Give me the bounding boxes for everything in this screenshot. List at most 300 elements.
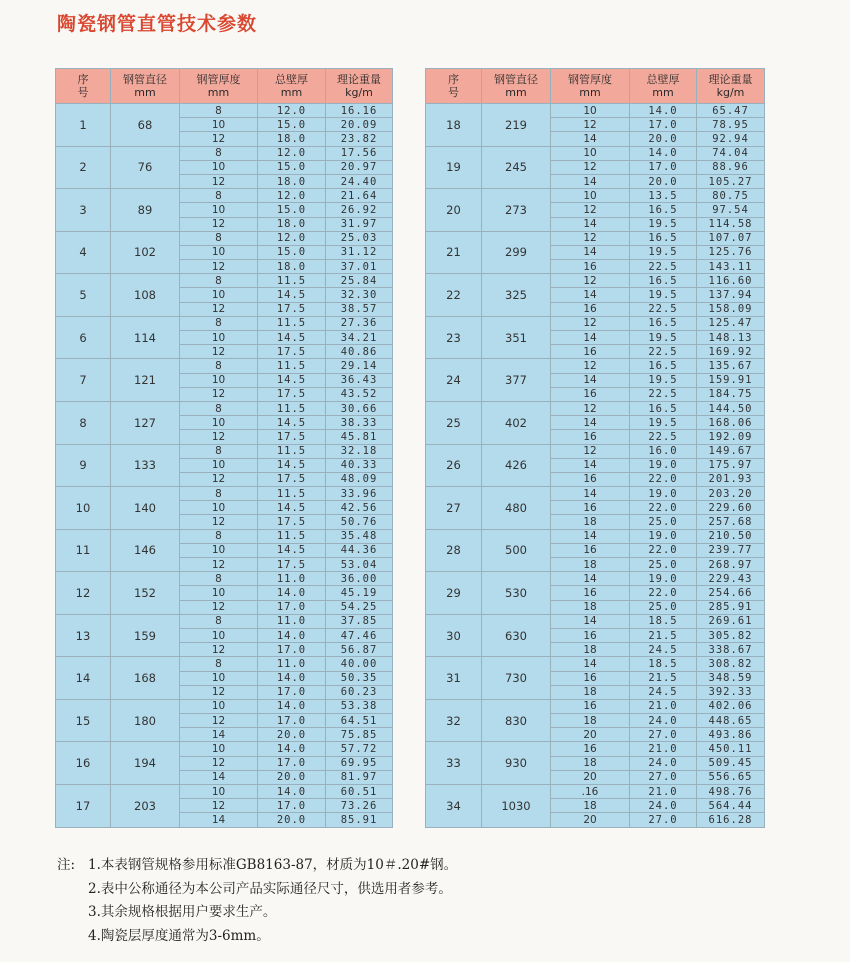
cell-index: 15 [56, 699, 111, 742]
cell-total-thickness: 14.5 [258, 416, 326, 430]
table-row [426, 189, 765, 203]
cell-steel-thickness: 12 [180, 345, 258, 359]
cell-weight: 40.86 [326, 345, 393, 359]
cell-steel-thickness: 10 [180, 785, 258, 799]
cell-total-thickness: 21.5 [630, 628, 697, 642]
cell-steel-thickness: 8 [180, 614, 258, 628]
cell-weight: 36.43 [326, 373, 393, 387]
cell-total-thickness: 11.5 [258, 274, 326, 288]
table-header-row [426, 69, 765, 104]
cell-steel-thickness: 12 [551, 203, 630, 217]
cell-steel-thickness: 20 [551, 813, 630, 827]
cell-total-thickness: 11.5 [258, 316, 326, 330]
cell-steel-thickness: 12 [551, 231, 630, 245]
cell-index: 8 [56, 401, 111, 444]
cell-steel-thickness: 14 [180, 813, 258, 827]
cell-steel-thickness: 12 [551, 359, 630, 373]
cell-diameter: 930 [482, 742, 551, 785]
cell-total-thickness: 11.0 [258, 572, 326, 586]
cell-weight: 201.93 [697, 472, 765, 486]
cell-index: 29 [426, 572, 482, 615]
cell-steel-thickness: 14 [551, 458, 630, 472]
cell-total-thickness: 14.0 [258, 671, 326, 685]
cell-total-thickness: 14.5 [258, 373, 326, 387]
cell-weight: 564.44 [697, 799, 765, 813]
header-diameter: 钢管直径 mm [111, 69, 180, 104]
cell-weight: 33.96 [326, 487, 393, 501]
table-row [426, 785, 765, 799]
cell-diameter: 133 [111, 444, 180, 487]
cell-steel-thickness: 12 [551, 160, 630, 174]
cell-steel-thickness: 16 [551, 430, 630, 444]
cell-steel-thickness: 10 [180, 742, 258, 756]
cell-total-thickness: 18.5 [630, 614, 697, 628]
cell-index: 16 [56, 742, 111, 785]
cell-steel-thickness: 12 [180, 799, 258, 813]
table-row [426, 614, 765, 628]
cell-total-thickness: 15.0 [258, 118, 326, 132]
cell-steel-thickness: 10 [551, 104, 630, 118]
cell-total-thickness: 27.0 [630, 770, 697, 784]
cell-weight: 37.01 [326, 260, 393, 274]
cell-total-thickness: 17.0 [630, 160, 697, 174]
table-row [426, 274, 765, 288]
cell-steel-thickness: 12 [180, 714, 258, 728]
cell-index: 33 [426, 742, 482, 785]
cell-steel-thickness: 12 [180, 387, 258, 401]
table-row [426, 487, 765, 501]
cell-weight: 45.81 [326, 430, 393, 444]
cell-total-thickness: 22.5 [630, 387, 697, 401]
cell-steel-thickness: 12 [180, 600, 258, 614]
table-row [56, 274, 393, 288]
cell-total-thickness: 14.5 [258, 288, 326, 302]
cell-steel-thickness: 10 [180, 245, 258, 259]
cell-index: 1 [56, 104, 111, 147]
table-row [56, 231, 393, 245]
cell-steel-thickness: 12 [180, 558, 258, 572]
cell-weight: 268.97 [697, 558, 765, 572]
cell-weight: 69.95 [326, 756, 393, 770]
table-row [56, 359, 393, 373]
cell-steel-thickness: 12 [180, 643, 258, 657]
cell-total-thickness: 11.5 [258, 444, 326, 458]
cell-steel-thickness: .16 [551, 785, 630, 799]
cell-steel-thickness: 8 [180, 572, 258, 586]
cell-total-thickness: 17.0 [258, 600, 326, 614]
cell-diameter: 219 [482, 104, 551, 147]
cell-weight: 29.14 [326, 359, 393, 373]
cell-weight: 32.18 [326, 444, 393, 458]
cell-steel-thickness: 20 [551, 728, 630, 742]
cell-steel-thickness: 16 [551, 302, 630, 316]
cell-total-thickness: 16.5 [630, 401, 697, 415]
cell-total-thickness: 14.0 [258, 742, 326, 756]
cell-diameter: 203 [111, 785, 180, 828]
page-title: 陶瓷钢管直管技术参数 [57, 13, 258, 35]
cell-weight: 40.33 [326, 458, 393, 472]
cell-steel-thickness: 16 [551, 501, 630, 515]
cell-total-thickness: 17.5 [258, 558, 326, 572]
cell-steel-thickness: 12 [551, 118, 630, 132]
cell-total-thickness: 11.5 [258, 487, 326, 501]
cell-total-thickness: 22.5 [630, 430, 697, 444]
cell-weight: 229.43 [697, 572, 765, 586]
cell-steel-thickness: 10 [180, 118, 258, 132]
cell-total-thickness: 18.0 [258, 260, 326, 274]
cell-weight: 23.82 [326, 132, 393, 146]
cell-diameter: 273 [482, 189, 551, 232]
cell-steel-thickness: 14 [551, 217, 630, 231]
table-row [426, 529, 765, 543]
notes-section [57, 854, 457, 948]
table-row [56, 146, 393, 160]
cell-steel-thickness: 18 [551, 799, 630, 813]
cell-total-thickness: 20.0 [258, 813, 326, 827]
cell-total-thickness: 15.0 [258, 160, 326, 174]
cell-weight: 38.33 [326, 416, 393, 430]
cell-weight: 498.76 [697, 785, 765, 799]
cell-weight: 97.54 [697, 203, 765, 217]
cell-total-thickness: 16.5 [630, 316, 697, 330]
cell-steel-thickness: 18 [551, 714, 630, 728]
cell-weight: 38.57 [326, 302, 393, 316]
cell-weight: 148.13 [697, 331, 765, 345]
table-row [56, 104, 393, 118]
header-total-thickness: 总壁厚 mm [258, 69, 326, 104]
cell-total-thickness: 17.0 [258, 799, 326, 813]
cell-total-thickness: 25.0 [630, 558, 697, 572]
cell-steel-thickness: 16 [551, 671, 630, 685]
note-prefix: 注: [57, 857, 76, 873]
cell-steel-thickness: 12 [180, 685, 258, 699]
table-row [56, 444, 393, 458]
cell-steel-thickness: 12 [551, 444, 630, 458]
cell-total-thickness: 27.0 [630, 813, 697, 827]
cell-weight: 60.51 [326, 785, 393, 799]
cell-weight: 169.92 [697, 345, 765, 359]
cell-weight: 53.04 [326, 558, 393, 572]
cell-weight: 75.85 [326, 728, 393, 742]
cell-total-thickness: 24.5 [630, 643, 697, 657]
cell-weight: 114.58 [697, 217, 765, 231]
cell-total-thickness: 19.5 [630, 373, 697, 387]
note-item [57, 854, 457, 878]
cell-weight: 192.09 [697, 430, 765, 444]
cell-total-thickness: 14.0 [258, 586, 326, 600]
cell-steel-thickness: 18 [551, 515, 630, 529]
cell-steel-thickness: 10 [180, 628, 258, 642]
cell-steel-thickness: 14 [551, 245, 630, 259]
cell-index: 9 [56, 444, 111, 487]
cell-diameter: 89 [111, 189, 180, 232]
cell-index: 32 [426, 699, 482, 742]
table-row [426, 146, 765, 160]
table-row [56, 742, 393, 756]
cell-total-thickness: 17.0 [258, 756, 326, 770]
cell-diameter: 402 [482, 401, 551, 444]
cell-index: 28 [426, 529, 482, 572]
cell-total-thickness: 27.0 [630, 728, 697, 742]
cell-steel-thickness: 18 [551, 685, 630, 699]
cell-steel-thickness: 8 [180, 146, 258, 160]
cell-diameter: 530 [482, 572, 551, 615]
cell-diameter: 102 [111, 231, 180, 274]
cell-total-thickness: 19.5 [630, 331, 697, 345]
table-row [426, 572, 765, 586]
cell-total-thickness: 18.5 [630, 657, 697, 671]
cell-weight: 50.76 [326, 515, 393, 529]
cell-total-thickness: 21.0 [630, 785, 697, 799]
cell-weight: 54.25 [326, 600, 393, 614]
cell-index: 19 [426, 146, 482, 189]
table-row [56, 572, 393, 586]
cell-total-thickness: 24.0 [630, 799, 697, 813]
cell-steel-thickness: 16 [551, 628, 630, 642]
cell-total-thickness: 14.5 [258, 331, 326, 345]
table-row [56, 401, 393, 415]
table-row [426, 444, 765, 458]
cell-total-thickness: 22.0 [630, 586, 697, 600]
table-row [426, 316, 765, 330]
cell-weight: 493.86 [697, 728, 765, 742]
note-item [57, 878, 457, 902]
cell-index: 2 [56, 146, 111, 189]
cell-diameter: 426 [482, 444, 551, 487]
header-total-thickness: 总壁厚 mm [630, 69, 697, 104]
cell-steel-thickness: 14 [551, 529, 630, 543]
cell-total-thickness: 11.5 [258, 529, 326, 543]
cell-weight: 168.06 [697, 416, 765, 430]
cell-index: 7 [56, 359, 111, 402]
cell-total-thickness: 15.0 [258, 245, 326, 259]
cell-total-thickness: 17.0 [630, 118, 697, 132]
table-row [426, 231, 765, 245]
note-text: 3.其余规格根据用户要求生产。 [88, 904, 277, 920]
cell-weight: 254.66 [697, 586, 765, 600]
cell-steel-thickness: 8 [180, 316, 258, 330]
cell-diameter: 68 [111, 104, 180, 147]
cell-index: 14 [56, 657, 111, 700]
cell-steel-thickness: 10 [180, 699, 258, 713]
cell-steel-thickness: 10 [180, 543, 258, 557]
cell-steel-thickness: 16 [551, 742, 630, 756]
cell-diameter: 730 [482, 657, 551, 700]
cell-total-thickness: 17.0 [258, 643, 326, 657]
cell-index: 10 [56, 487, 111, 530]
cell-total-thickness: 11.5 [258, 401, 326, 415]
cell-weight: 107.07 [697, 231, 765, 245]
cell-total-thickness: 14.0 [258, 628, 326, 642]
cell-steel-thickness: 10 [180, 373, 258, 387]
cell-steel-thickness: 8 [180, 359, 258, 373]
cell-weight: 308.82 [697, 657, 765, 671]
cell-total-thickness: 21.0 [630, 742, 697, 756]
table-row [426, 657, 765, 671]
cell-steel-thickness: 14 [551, 416, 630, 430]
cell-diameter: 299 [482, 231, 551, 274]
cell-weight: 125.76 [697, 245, 765, 259]
note-text: 1.本表钢管规格参用标准GB8163-87，材质为10＃.20#钢。 [88, 857, 458, 873]
cell-steel-thickness: 8 [180, 444, 258, 458]
cell-index: 23 [426, 316, 482, 359]
cell-diameter: 377 [482, 359, 551, 402]
cell-weight: 105.27 [697, 174, 765, 188]
cell-diameter: 830 [482, 699, 551, 742]
cell-weight: 31.97 [326, 217, 393, 231]
cell-steel-thickness: 8 [180, 104, 258, 118]
cell-weight: 80.75 [697, 189, 765, 203]
cell-steel-thickness: 14 [551, 174, 630, 188]
table-row [56, 657, 393, 671]
header-steel-thickness: 钢管厚度 mm [180, 69, 258, 104]
cell-weight: 158.09 [697, 302, 765, 316]
cell-total-thickness: 17.5 [258, 515, 326, 529]
cell-weight: 50.35 [326, 671, 393, 685]
cell-total-thickness: 17.5 [258, 302, 326, 316]
cell-index: 31 [426, 657, 482, 700]
cell-total-thickness: 16.5 [630, 203, 697, 217]
cell-weight: 175.97 [697, 458, 765, 472]
cell-total-thickness: 24.0 [630, 756, 697, 770]
cell-diameter: 121 [111, 359, 180, 402]
cell-total-thickness: 22.0 [630, 501, 697, 515]
cell-total-thickness: 19.0 [630, 458, 697, 472]
header-weight: 理论重量 kg/m [326, 69, 393, 104]
cell-steel-thickness: 8 [180, 657, 258, 671]
cell-index: 22 [426, 274, 482, 317]
cell-weight: 305.82 [697, 628, 765, 642]
cell-diameter: 76 [111, 146, 180, 189]
cell-steel-thickness: 16 [551, 387, 630, 401]
cell-weight: 37.85 [326, 614, 393, 628]
cell-total-thickness: 22.0 [630, 472, 697, 486]
cell-total-thickness: 16.5 [630, 231, 697, 245]
note-item [57, 901, 457, 925]
cell-weight: 88.96 [697, 160, 765, 174]
cell-total-thickness: 13.5 [630, 189, 697, 203]
cell-total-thickness: 14.5 [258, 501, 326, 515]
cell-weight: 21.64 [326, 189, 393, 203]
table-row [426, 401, 765, 415]
cell-diameter: 140 [111, 487, 180, 530]
cell-total-thickness: 19.5 [630, 245, 697, 259]
cell-steel-thickness: 16 [551, 345, 630, 359]
cell-weight: 42.56 [326, 501, 393, 515]
cell-weight: 348.59 [697, 671, 765, 685]
cell-weight: 53.38 [326, 699, 393, 713]
cell-steel-thickness: 16 [551, 699, 630, 713]
cell-index: 6 [56, 316, 111, 359]
cell-total-thickness: 17.5 [258, 430, 326, 444]
cell-steel-thickness: 14 [551, 614, 630, 628]
cell-index: 18 [426, 104, 482, 147]
cell-weight: 74.04 [697, 146, 765, 160]
cell-steel-thickness: 12 [180, 260, 258, 274]
cell-weight: 203.20 [697, 487, 765, 501]
cell-total-thickness: 24.5 [630, 685, 697, 699]
cell-total-thickness: 14.0 [258, 699, 326, 713]
cell-total-thickness: 22.5 [630, 345, 697, 359]
cell-weight: 48.09 [326, 472, 393, 486]
cell-weight: 30.66 [326, 401, 393, 415]
cell-weight: 17.56 [326, 146, 393, 160]
cell-total-thickness: 17.5 [258, 387, 326, 401]
cell-steel-thickness: 16 [551, 543, 630, 557]
cell-steel-thickness: 20 [551, 770, 630, 784]
cell-steel-thickness: 16 [551, 260, 630, 274]
cell-weight: 81.97 [326, 770, 393, 784]
cell-diameter: 500 [482, 529, 551, 572]
cell-steel-thickness: 14 [551, 572, 630, 586]
cell-steel-thickness: 8 [180, 487, 258, 501]
cell-steel-thickness: 10 [551, 146, 630, 160]
cell-weight: 448.65 [697, 714, 765, 728]
cell-steel-thickness: 10 [180, 416, 258, 430]
cell-weight: 269.61 [697, 614, 765, 628]
cell-weight: 44.36 [326, 543, 393, 557]
cell-diameter: 325 [482, 274, 551, 317]
spec-table-right [425, 68, 765, 828]
cell-total-thickness: 18.0 [258, 174, 326, 188]
cell-weight: 92.94 [697, 132, 765, 146]
cell-total-thickness: 12.0 [258, 231, 326, 245]
cell-index: 4 [56, 231, 111, 274]
cell-steel-thickness: 8 [180, 274, 258, 288]
cell-weight: 40.00 [326, 657, 393, 671]
cell-total-thickness: 11.0 [258, 614, 326, 628]
header-weight: 理论重量 kg/m [697, 69, 765, 104]
note-item [57, 925, 457, 949]
cell-total-thickness: 19.5 [630, 217, 697, 231]
cell-weight: 57.72 [326, 742, 393, 756]
cell-weight: 149.67 [697, 444, 765, 458]
cell-total-thickness: 14.5 [258, 458, 326, 472]
cell-steel-thickness: 14 [551, 657, 630, 671]
cell-steel-thickness: 12 [180, 217, 258, 231]
cell-weight: 64.51 [326, 714, 393, 728]
cell-weight: 229.60 [697, 501, 765, 515]
cell-weight: 26.92 [326, 203, 393, 217]
cell-diameter: 194 [111, 742, 180, 785]
table-row [56, 487, 393, 501]
cell-total-thickness: 17.5 [258, 472, 326, 486]
cell-total-thickness: 11.5 [258, 359, 326, 373]
cell-total-thickness: 22.5 [630, 260, 697, 274]
cell-total-thickness: 20.0 [258, 728, 326, 742]
cell-index: 27 [426, 487, 482, 530]
cell-weight: 20.97 [326, 160, 393, 174]
header-index: 序 号 [56, 69, 111, 104]
cell-total-thickness: 14.5 [258, 543, 326, 557]
cell-diameter: 108 [111, 274, 180, 317]
cell-index: 30 [426, 614, 482, 657]
cell-steel-thickness: 12 [180, 302, 258, 316]
cell-weight: 45.19 [326, 586, 393, 600]
cell-total-thickness: 19.0 [630, 572, 697, 586]
cell-steel-thickness: 12 [551, 401, 630, 415]
cell-diameter: 180 [111, 699, 180, 742]
header-diameter: 钢管直径 mm [482, 69, 551, 104]
cell-weight: 43.52 [326, 387, 393, 401]
cell-diameter: 1030 [482, 785, 551, 828]
cell-weight: 31.12 [326, 245, 393, 259]
cell-steel-thickness: 12 [180, 515, 258, 529]
cell-total-thickness: 12.0 [258, 189, 326, 203]
cell-weight: 25.84 [326, 274, 393, 288]
cell-weight: 65.47 [697, 104, 765, 118]
table-row [56, 785, 393, 799]
